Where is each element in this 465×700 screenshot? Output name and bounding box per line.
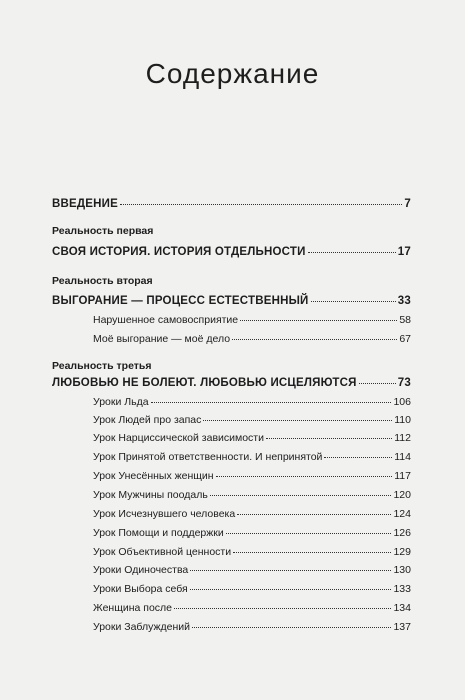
toc-entry-label: Уроки Заблуждений	[93, 621, 190, 633]
dot-leader	[266, 438, 392, 439]
toc-entry-label: Уроки Выбора себя	[93, 583, 188, 595]
toc-subentry[interactable]	[93, 508, 411, 520]
toc-entry-label: Урок Принятой ответственности. И непринятой	[93, 451, 323, 463]
dot-leader	[324, 457, 392, 458]
dot-leader	[190, 570, 391, 571]
toc-entry-label: ВЫГОРАНИЕ — ПРОЦЕСС ЕСТЕСТВЕННЫЙ	[52, 295, 309, 307]
toc-entry-label: Моё выгорание — моё дело	[93, 333, 231, 345]
section-heading-reality-3: Реальность третья	[52, 360, 152, 372]
toc-page-number: 124	[393, 508, 411, 520]
toc-entry-chapter-2[interactable]	[52, 295, 411, 307]
toc-entry-chapter-3[interactable]	[52, 377, 411, 389]
toc-entry-label: Урок Мужчины поодаль	[93, 489, 208, 501]
toc-subentry[interactable]	[93, 432, 411, 444]
toc-page-number: 130	[393, 564, 411, 576]
dot-leader	[311, 301, 396, 302]
dot-leader	[174, 608, 391, 609]
toc-page-number: 112	[394, 432, 411, 444]
toc-page-number: 106	[393, 396, 411, 408]
dot-leader	[192, 627, 391, 628]
toc-subentry[interactable]	[93, 583, 411, 595]
toc-entry-label: Урок Объективной ценности	[93, 546, 232, 558]
toc-page-number: 58	[399, 314, 411, 326]
toc-entry-label: Урок Нарциссической зависимости	[93, 432, 264, 444]
toc-page-number: 117	[394, 470, 411, 482]
section-heading-reality-1: Реальность первая	[52, 225, 154, 237]
toc-page-number: 110	[394, 414, 411, 426]
dot-leader	[120, 204, 402, 205]
toc-subentry[interactable]	[93, 527, 411, 539]
dot-leader	[308, 252, 396, 253]
page-title: Содержание	[145, 58, 320, 89]
toc-page-number: 7	[404, 198, 411, 210]
toc-subentry[interactable]	[93, 564, 411, 576]
toc-subentry[interactable]	[93, 621, 411, 633]
toc-entry-chapter-1[interactable]	[52, 246, 411, 258]
toc-entry-label: Урок Унесённых женщин	[93, 470, 214, 482]
dot-leader	[226, 533, 392, 534]
toc-page-number: 126	[393, 527, 411, 539]
toc-page-number: 73	[397, 377, 411, 389]
toc-page-number: 133	[393, 583, 411, 595]
dot-leader	[232, 339, 397, 340]
toc-page-number: 129	[393, 546, 411, 558]
toc-entry-label: ВВЕДЕНИЕ	[52, 198, 118, 210]
toc-subentry[interactable]	[93, 602, 411, 614]
toc-entry-label: Урок Помощи и поддержки	[93, 527, 224, 539]
toc-entry-label: ЛЮБОВЬЮ НЕ БОЛЕЮТ. ЛЮБОВЬЮ ИСЦЕЛЯЮТСЯ	[52, 377, 357, 389]
toc-subentry[interactable]	[93, 414, 411, 426]
toc-subentry[interactable]	[93, 489, 411, 501]
toc-entry-label: Уроки Льда	[93, 396, 149, 408]
dot-leader	[190, 589, 392, 590]
toc-page-number: 137	[393, 621, 411, 633]
toc-page-number: 114	[394, 451, 411, 463]
toc-page-number: 120	[393, 489, 411, 501]
toc-entry-label: Урок Исчезнувшего человека	[93, 508, 236, 520]
toc-subentry[interactable]	[93, 546, 411, 558]
dot-leader	[237, 514, 391, 515]
toc-subentry[interactable]	[93, 451, 411, 463]
toc-page-number: 134	[393, 602, 411, 614]
toc-entry-label: Нарушенное самовосприятие	[93, 314, 239, 326]
toc-subentry[interactable]	[93, 470, 411, 482]
toc-subentry[interactable]	[93, 314, 411, 326]
toc-entry-label: СВОЯ ИСТОРИЯ. ИСТОРИЯ ОТДЕЛЬНОСТИ	[52, 246, 306, 258]
toc-subentry[interactable]	[93, 333, 411, 345]
dot-leader	[151, 402, 392, 403]
dot-leader	[216, 476, 393, 477]
toc-entry-label: Уроки Одиночества	[93, 564, 189, 576]
dot-leader	[233, 552, 391, 553]
dot-leader	[203, 420, 392, 421]
toc-entry-label: Женщина после	[93, 602, 173, 614]
toc-entry-introduction[interactable]	[52, 198, 411, 210]
toc-page-number: 67	[399, 333, 411, 345]
toc-page-number: 33	[397, 295, 411, 307]
toc-entry-label: Урок Людей про запас	[93, 414, 202, 426]
section-heading-reality-2: Реальность вторая	[52, 275, 153, 287]
dot-leader	[359, 383, 396, 384]
dot-leader	[210, 495, 392, 496]
toc-page-number: 17	[397, 246, 411, 258]
dot-leader	[240, 320, 397, 321]
toc-subentry[interactable]	[93, 396, 411, 408]
